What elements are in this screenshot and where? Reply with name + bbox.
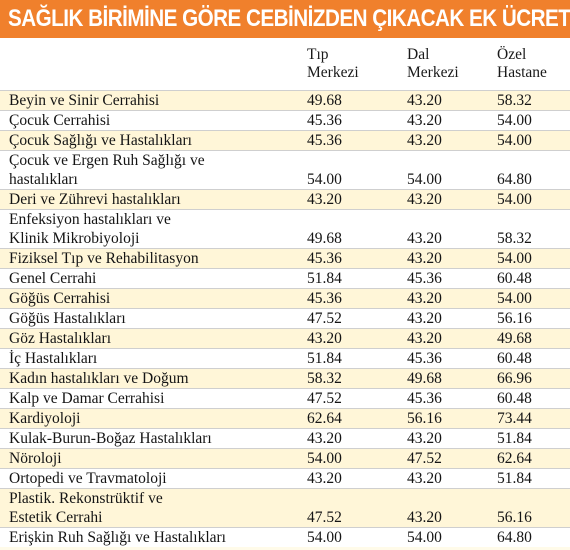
fee-ozel-hastane: 58.32 [497, 92, 532, 109]
fee-dal-merkezi: 43.20 [407, 430, 442, 447]
specialty-name [9, 369, 189, 388]
specialty-name-line: Fiziksel Tıp ve Rehabilitasyon [9, 250, 199, 267]
title-banner [0, 0, 570, 38]
specialty-name [9, 309, 126, 328]
table-row [0, 527, 570, 547]
fee-tip-merkezi: 54.00 [307, 171, 342, 188]
fee-ozel-hastane: 54.00 [497, 191, 532, 208]
table-body [0, 90, 570, 547]
specialty-name-line: Beyin ve Sinir Cerrahisi [9, 92, 160, 109]
fee-dal-merkezi: 45.36 [407, 270, 442, 287]
specialty-name [9, 329, 111, 348]
specialty-name [9, 249, 199, 268]
specialty-name-line: Erişkin Ruh Sağlığı ve Hastalıkları [9, 529, 226, 546]
specialty-name [9, 289, 110, 308]
table-row [0, 428, 570, 448]
specialty-name [9, 151, 205, 189]
fee-ozel-hastane: 56.16 [497, 310, 532, 327]
specialty-name-line: Estetik Cerrahi [9, 509, 103, 526]
fee-dal-merkezi: 43.20 [407, 470, 442, 487]
specialty-name-line: Çocuk Cerrahisi [9, 112, 111, 129]
specialty-name [9, 389, 164, 408]
specialty-name [9, 91, 159, 110]
column-header-line: Hastane [497, 64, 547, 81]
fee-dal-merkezi: 43.20 [407, 250, 442, 267]
table-row [0, 288, 570, 308]
fee-tip-merkezi: 54.00 [307, 529, 342, 546]
fee-ozel-hastane: 64.80 [497, 529, 532, 546]
fee-tip-merkezi: 43.20 [307, 430, 342, 447]
table-row [0, 468, 570, 488]
specialty-name-line: Deri ve Zührevi hastalıkları [9, 191, 181, 208]
fee-tip-merkezi: 45.36 [307, 250, 342, 267]
specialty-name [9, 409, 80, 428]
fee-ozel-hastane: 58.32 [497, 230, 532, 247]
fee-dal-merkezi: 43.20 [407, 191, 442, 208]
specialty-name [9, 528, 226, 547]
specialty-name [9, 269, 96, 288]
fee-dal-merkezi: 54.00 [407, 529, 442, 546]
specialty-name [9, 489, 163, 527]
specialty-name-line: Genel Cerrahi [9, 270, 97, 287]
specialty-name-line: Kadın hastalıkları ve Doğum [9, 370, 189, 387]
column-header-tip-merkezi [307, 46, 359, 82]
table-row [0, 348, 570, 368]
fee-tip-merkezi: 51.84 [307, 270, 342, 287]
fee-ozel-hastane: 49.68 [497, 330, 532, 347]
table-row [0, 130, 570, 150]
fee-tip-merkezi: 49.68 [307, 92, 342, 109]
table-row [0, 248, 570, 268]
table-row [0, 268, 570, 288]
fee-dal-merkezi: 49.68 [407, 370, 442, 387]
fee-dal-merkezi: 43.20 [407, 112, 442, 129]
table-row [0, 150, 570, 189]
specialty-name-line: Kulak-Burun-Boğaz Hastalıkları [9, 430, 212, 447]
fee-dal-merkezi: 43.20 [407, 132, 442, 149]
specialty-name-line: Göğüs Cerrahisi [9, 290, 111, 307]
fee-ozel-hastane: 54.00 [497, 132, 532, 149]
fee-dal-merkezi: 47.52 [407, 450, 442, 467]
specialty-name-line: Çocuk ve Ergen Ruh Sağlığı ve [9, 152, 205, 169]
table-row [0, 368, 570, 388]
table-row [0, 388, 570, 408]
fee-tip-merkezi: 45.36 [307, 132, 342, 149]
specialty-name-line: Enfeksiyon hastalıkları ve [9, 211, 171, 228]
specialty-name-line: Klinik Mikrobiyoloji [9, 230, 140, 247]
page-title: SAĞLIK BİRİMİNE GÖRE CEBİNİZDEN ÇIKACAK EK ÜCRET [8, 5, 570, 32]
fee-dal-merkezi: 43.20 [407, 290, 442, 307]
fee-dal-merkezi: 45.36 [407, 390, 442, 407]
fee-tip-merkezi: 47.52 [307, 310, 342, 327]
column-header-line: Dal [407, 46, 430, 63]
fee-dal-merkezi: 56.16 [407, 410, 442, 427]
fee-dal-merkezi: 43.20 [407, 509, 442, 526]
fee-ozel-hastane: 51.84 [497, 470, 532, 487]
specialty-name [9, 190, 181, 209]
fee-tip-merkezi: 43.20 [307, 470, 342, 487]
fee-tip-merkezi: 43.20 [307, 191, 342, 208]
column-header-line: Tıp [307, 46, 329, 63]
table-row [0, 189, 570, 209]
fee-ozel-hastane: 73.44 [497, 410, 532, 427]
fee-tip-merkezi: 47.52 [307, 390, 342, 407]
fee-ozel-hastane: 66.96 [497, 370, 532, 387]
column-header-line: Özel [497, 46, 527, 63]
specialty-name [9, 349, 97, 368]
specialty-name-line: Ortopedi ve Travmatoloji [9, 470, 167, 487]
fee-dal-merkezi: 43.20 [407, 92, 442, 109]
fee-ozel-hastane: 51.84 [497, 430, 532, 447]
specialty-name-line: Çocuk Sağlığı ve Hastalıkları [9, 132, 192, 149]
fee-tip-merkezi: 51.84 [307, 350, 342, 367]
table-row [0, 488, 570, 527]
column-header-line: Merkezi [407, 64, 459, 81]
specialty-name-line: Göz Hastalıkları [9, 330, 112, 347]
fee-ozel-hastane: 56.16 [497, 509, 532, 526]
fee-tip-merkezi: 58.32 [307, 370, 342, 387]
fee-tip-merkezi: 62.64 [307, 410, 342, 427]
table-row [0, 308, 570, 328]
fee-dal-merkezi: 43.20 [407, 230, 442, 247]
fee-tip-merkezi: 49.68 [307, 230, 342, 247]
specialty-name-line: Kardiyoloji [9, 410, 81, 427]
column-header-ozel-hastane [497, 46, 547, 82]
fee-ozel-hastane: 54.00 [497, 290, 532, 307]
table-row [0, 408, 570, 428]
table-row [0, 90, 570, 110]
fee-tip-merkezi: 45.36 [307, 290, 342, 307]
fee-ozel-hastane: 60.48 [497, 350, 532, 367]
specialty-name [9, 469, 167, 488]
column-header [0, 38, 570, 90]
specialty-name [9, 131, 192, 150]
specialty-name-line: Plastik. Rekonstrüktif ve [9, 490, 163, 507]
fee-ozel-hastane: 62.64 [497, 450, 532, 467]
specialty-name [9, 210, 171, 248]
fee-ozel-hastane: 60.48 [497, 390, 532, 407]
specialty-name [9, 111, 110, 130]
table-row [0, 209, 570, 248]
fee-ozel-hastane: 54.00 [497, 250, 532, 267]
fee-tip-merkezi: 54.00 [307, 450, 342, 467]
specialty-name [9, 449, 62, 468]
table-row [0, 448, 570, 468]
specialty-name [9, 429, 212, 448]
fee-ozel-hastane: 64.80 [497, 171, 532, 188]
column-header-line: Merkezi [307, 64, 359, 81]
fee-dal-merkezi: 54.00 [407, 171, 442, 188]
fee-tip-merkezi: 43.20 [307, 330, 342, 347]
fee-ozel-hastane: 60.48 [497, 270, 532, 287]
fee-dal-merkezi: 43.20 [407, 330, 442, 347]
specialty-name-line: Göğüs Hastalıkları [9, 310, 126, 327]
specialty-name-line: Nöroloji [9, 450, 62, 467]
fee-dal-merkezi: 43.20 [407, 310, 442, 327]
specialty-name-line: Kalp ve Damar Cerrahisi [9, 390, 165, 407]
fee-tip-merkezi: 47.52 [307, 509, 342, 526]
table-row [0, 110, 570, 130]
fee-ozel-hastane: 54.00 [497, 112, 532, 129]
fee-dal-merkezi: 45.36 [407, 350, 442, 367]
specialty-name-line: İç Hastalıkları [9, 350, 98, 367]
specialty-name-line: hastalıkları [9, 171, 78, 188]
column-header-dal-merkezi [407, 46, 459, 82]
fee-tip-merkezi: 45.36 [307, 112, 342, 129]
table-row [0, 328, 570, 348]
